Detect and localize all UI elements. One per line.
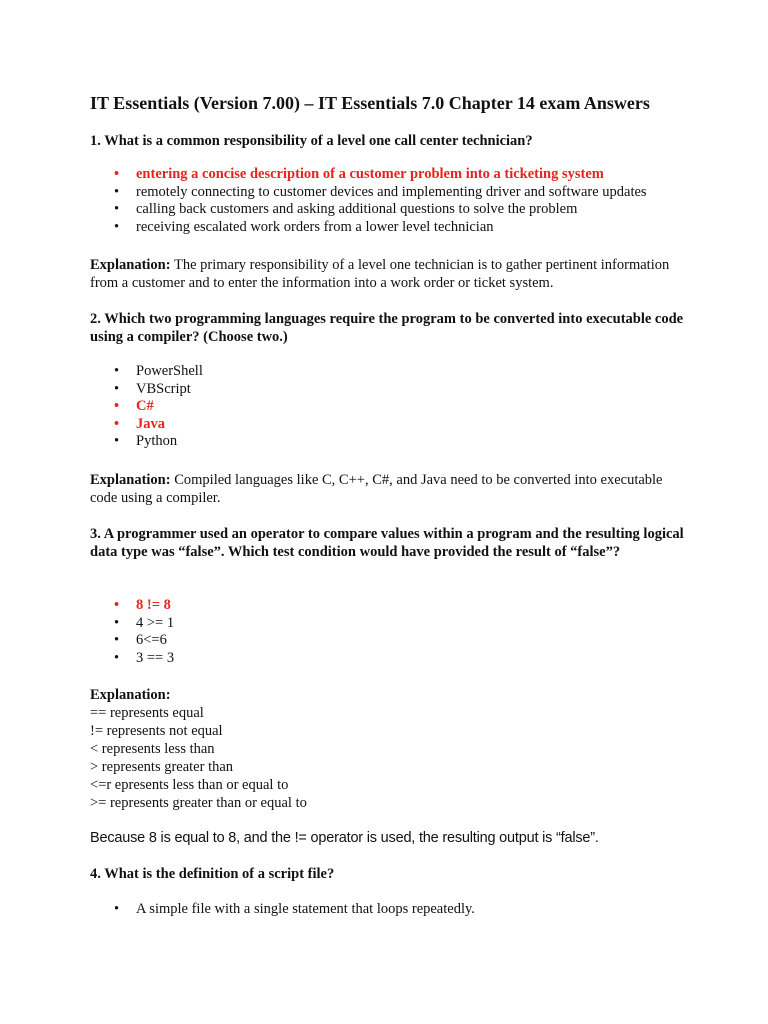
question-4-options <box>0 901 475 919</box>
option: • calling back customers and asking additional questions to solve the problem <box>0 201 647 219</box>
question-2-text: 2. Which two programming languages require the program to be converted into executable code using a compiler? (Choose two.) <box>90 311 684 345</box>
explanation-line: == represents equal <box>90 705 204 721</box>
explanation-line: <=r epresents less than or equal to <box>90 777 289 793</box>
explanation-line: >= represents greater than or equal to <box>90 795 307 811</box>
option: • VBScript <box>0 381 203 399</box>
question-2-options <box>0 363 203 451</box>
question-1-text: 1. What is a common responsibility of a level one call center technician? <box>90 133 533 149</box>
option-correct: • Java <box>0 416 203 434</box>
explanation-label: Explanation: <box>90 687 171 703</box>
question-3-text: 3. A programmer used an operator to compare values within a program and the resulting logical data type was “false”. Which test condition would have provided the result of “false”? <box>90 526 684 560</box>
option: • remotely connecting to customer devices and implementing driver and software updates <box>0 184 647 202</box>
question-3-options <box>0 597 174 667</box>
option: • A simple file with a single statement that loops repeatedly. <box>0 901 475 919</box>
option-correct: • C# <box>0 398 203 416</box>
explanation-line: > represents greater than <box>90 759 234 775</box>
question-2-explanation <box>90 471 690 507</box>
explanation-label: Explanation: <box>90 257 171 273</box>
explanation-text: The primary responsibility of a level one technician is to gather pertinent information from a customer and to enter the information into a work order or ticket system. <box>90 257 670 291</box>
question-1-explanation <box>90 256 690 292</box>
explanation-line: != represents not equal <box>90 723 223 739</box>
explanation-line: < represents less than <box>90 741 215 757</box>
option-correct: • 8 != 8 <box>0 597 174 615</box>
option: • 4 >= 1 <box>0 615 174 633</box>
option-correct: • entering a concise description of a customer problem into a ticketing system <box>0 166 647 184</box>
explanation-text: Compiled languages like C, C++, C#, and Java need to be converted into executable code using a compiler. <box>90 472 663 506</box>
explanation-label: Explanation: <box>90 472 171 488</box>
option: • receiving escalated work orders from a lower level technician <box>0 219 647 237</box>
page-title: IT Essentials (Version 7.00) – IT Essentials 7.0 Chapter 14 exam Answers <box>90 93 650 113</box>
question-4-text: 4. What is the definition of a script file? <box>90 866 335 882</box>
option: • PowerShell <box>0 363 203 381</box>
option: • 6<=6 <box>0 632 174 650</box>
option: • 3 == 3 <box>0 650 174 668</box>
question-3-explanation <box>90 686 307 812</box>
question-1-options <box>0 166 647 236</box>
option: • Python <box>0 433 203 451</box>
question-3-note: Because 8 is equal to 8, and the != operator is used, the resulting output is “false”. <box>90 830 599 846</box>
